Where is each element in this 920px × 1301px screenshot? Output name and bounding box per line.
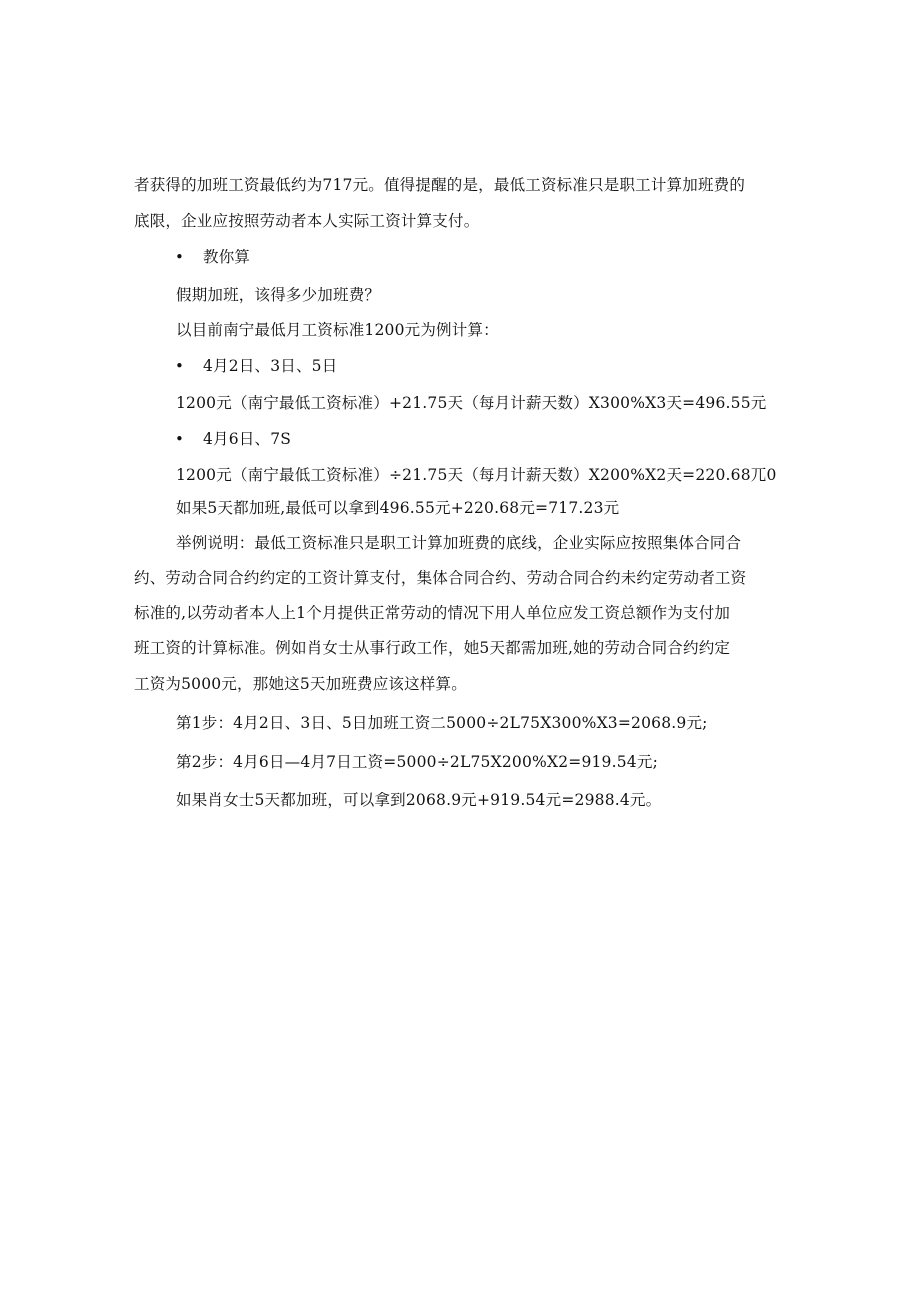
total-min-text: 如果5天都加班,最低可以拿到496.55元+220.68元=717.23元 [176, 499, 620, 517]
conclusion-text: 如果肖女士5天都加班，可以拿到2068.9元+919.54元=2988.4元。 [176, 791, 662, 809]
case1-bullet: • [175, 357, 184, 375]
intro-line-2: 底限，企业应按照劳动者本人实际工资计算支付。 [134, 212, 480, 230]
case1-title: 4月2日、3日、5日 [203, 357, 338, 375]
explanation-line-2: 约、劳动合同合约约定的工资计算支付，集体合同合约、劳动合同合约未约定劳动者工资 [134, 569, 747, 587]
case1-formula: 1200元（南宁最低工资标准）+21.75天（每月计薪天数）X300%X3天=496.55元 [176, 394, 767, 412]
explanation-line-4: 班工资的计算标准。例如肖女士从事行政工作，她5天都需加班,她的劳动合同合约约定 [134, 639, 731, 657]
step1-text: 第1步：4月2日、3日、5日加班工资二5000÷2L75X300%X3=2068.9元; [176, 714, 708, 732]
intro-line-1: 者获得的加班工资最低约为717元。值得提醒的是，最低工资标准只是职工计算加班费的 [134, 176, 746, 194]
explanation-line-5: 工资为5000元，那她这5天加班费应该这样算。 [134, 675, 467, 693]
example-basis-text: 以目前南宁最低月工资标准1200元为例计算： [176, 321, 499, 339]
question-text: 假期加班，该得多少加班费？ [176, 286, 381, 304]
case2-title: 4月6日、7S [203, 430, 292, 448]
step2-text: 第2步：4月6日—4月7日工资=5000÷2L75X200%X2=919.54元; [176, 753, 658, 771]
explanation-line-1: 举例说明：最低工资标准只是职工计算加班费的底线，企业实际应按照集体合同合 [176, 534, 742, 552]
case2-formula: 1200元（南宁最低工资标准）÷21.75天（每月计薪天数）X200%X2天=220.68兀0 [176, 466, 777, 484]
explanation-line-3: 标准的,以劳动者本人上1个月提供正常劳动的情况下用人单位应发工资总额作为支付加 [134, 604, 731, 622]
case2-bullet: • [175, 430, 184, 448]
section-title: 教你算 [203, 248, 251, 266]
section-bullet: • [175, 248, 184, 266]
